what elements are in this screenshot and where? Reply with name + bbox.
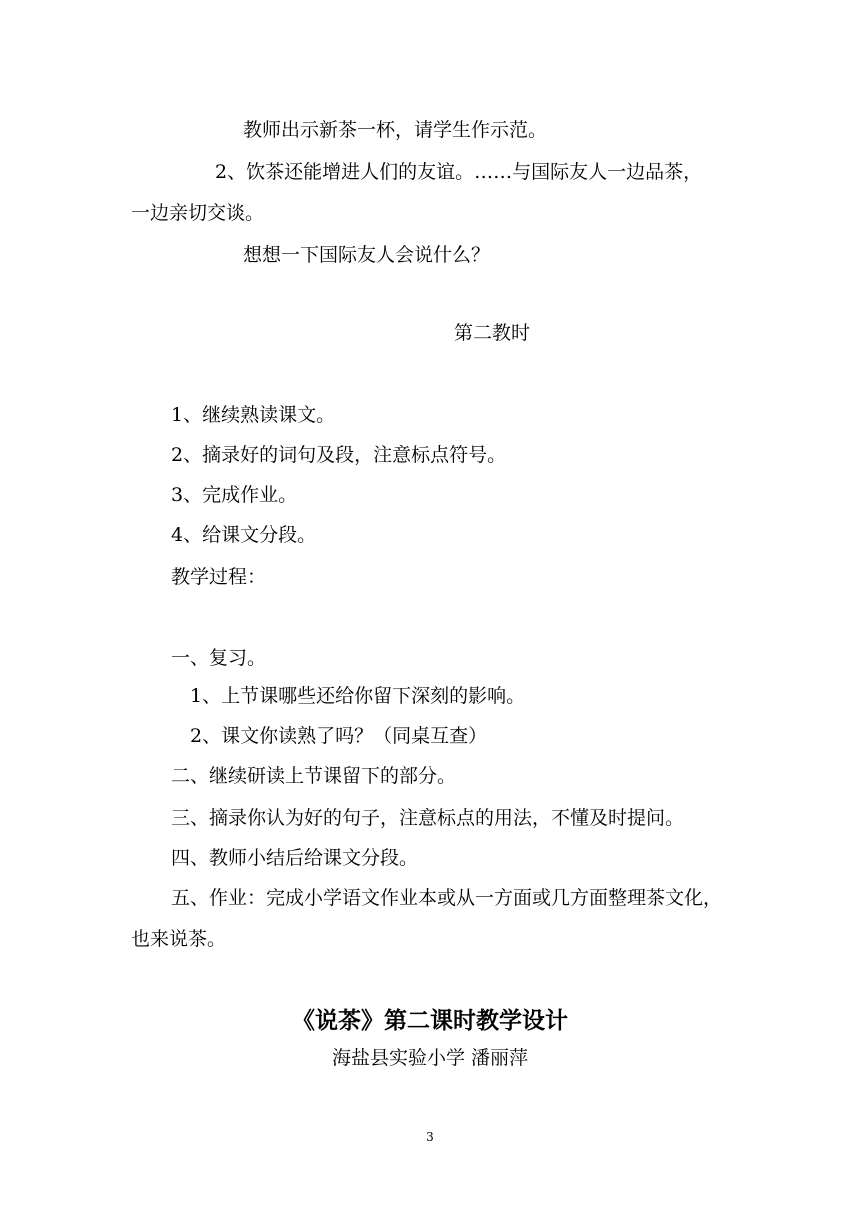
goal-item: 3、完成作业。 (171, 484, 298, 506)
page-number: 3 (426, 1130, 434, 1144)
homework-step: 五、作业：完成小学语文作业本或从一方面或几方面整理茶文化， (171, 887, 723, 909)
process-step: 三、摘录你认为好的句子，注意标点的用法，不懂及时提问。 (171, 807, 685, 829)
process-substep: 1、上节课哪些还给你留下深刻的影响。 (190, 685, 526, 707)
section-heading: 第二教时 (454, 322, 531, 344)
demo-instruction: 教师出示新茶一杯，请学生作示范。 (243, 119, 548, 141)
friendship-paragraph: 2、饮茶还能增进人们的友谊。……与国际友人一边品茶， (215, 161, 703, 183)
goal-item: 2、摘录好的词句及段，注意标点符号。 (171, 444, 507, 466)
friendship-paragraph-cont: 一边亲切交谈。 (131, 202, 265, 224)
process-step: 四、教师小结后给课文分段。 (171, 847, 419, 869)
process-step: 二、继续研读上节课留下的部分。 (171, 765, 457, 787)
goal-item: 4、给课文分段。 (171, 524, 317, 546)
homework-step-cont: 也来说茶。 (131, 928, 227, 950)
goal-item: 1、继续熟读课文。 (171, 404, 336, 426)
process-label: 教学过程： (171, 566, 267, 588)
lesson-title: 《说茶》第二课时教学设计 (292, 1007, 568, 1034)
discussion-question: 想想一下国际友人会说什么？ (243, 244, 491, 266)
author-line: 海盐县实验小学 潘丽萍 (331, 1047, 529, 1069)
process-step: 一、复习。 (171, 647, 267, 669)
process-substep: 2、课文你读熟了吗？（同桌互查） (190, 725, 488, 747)
